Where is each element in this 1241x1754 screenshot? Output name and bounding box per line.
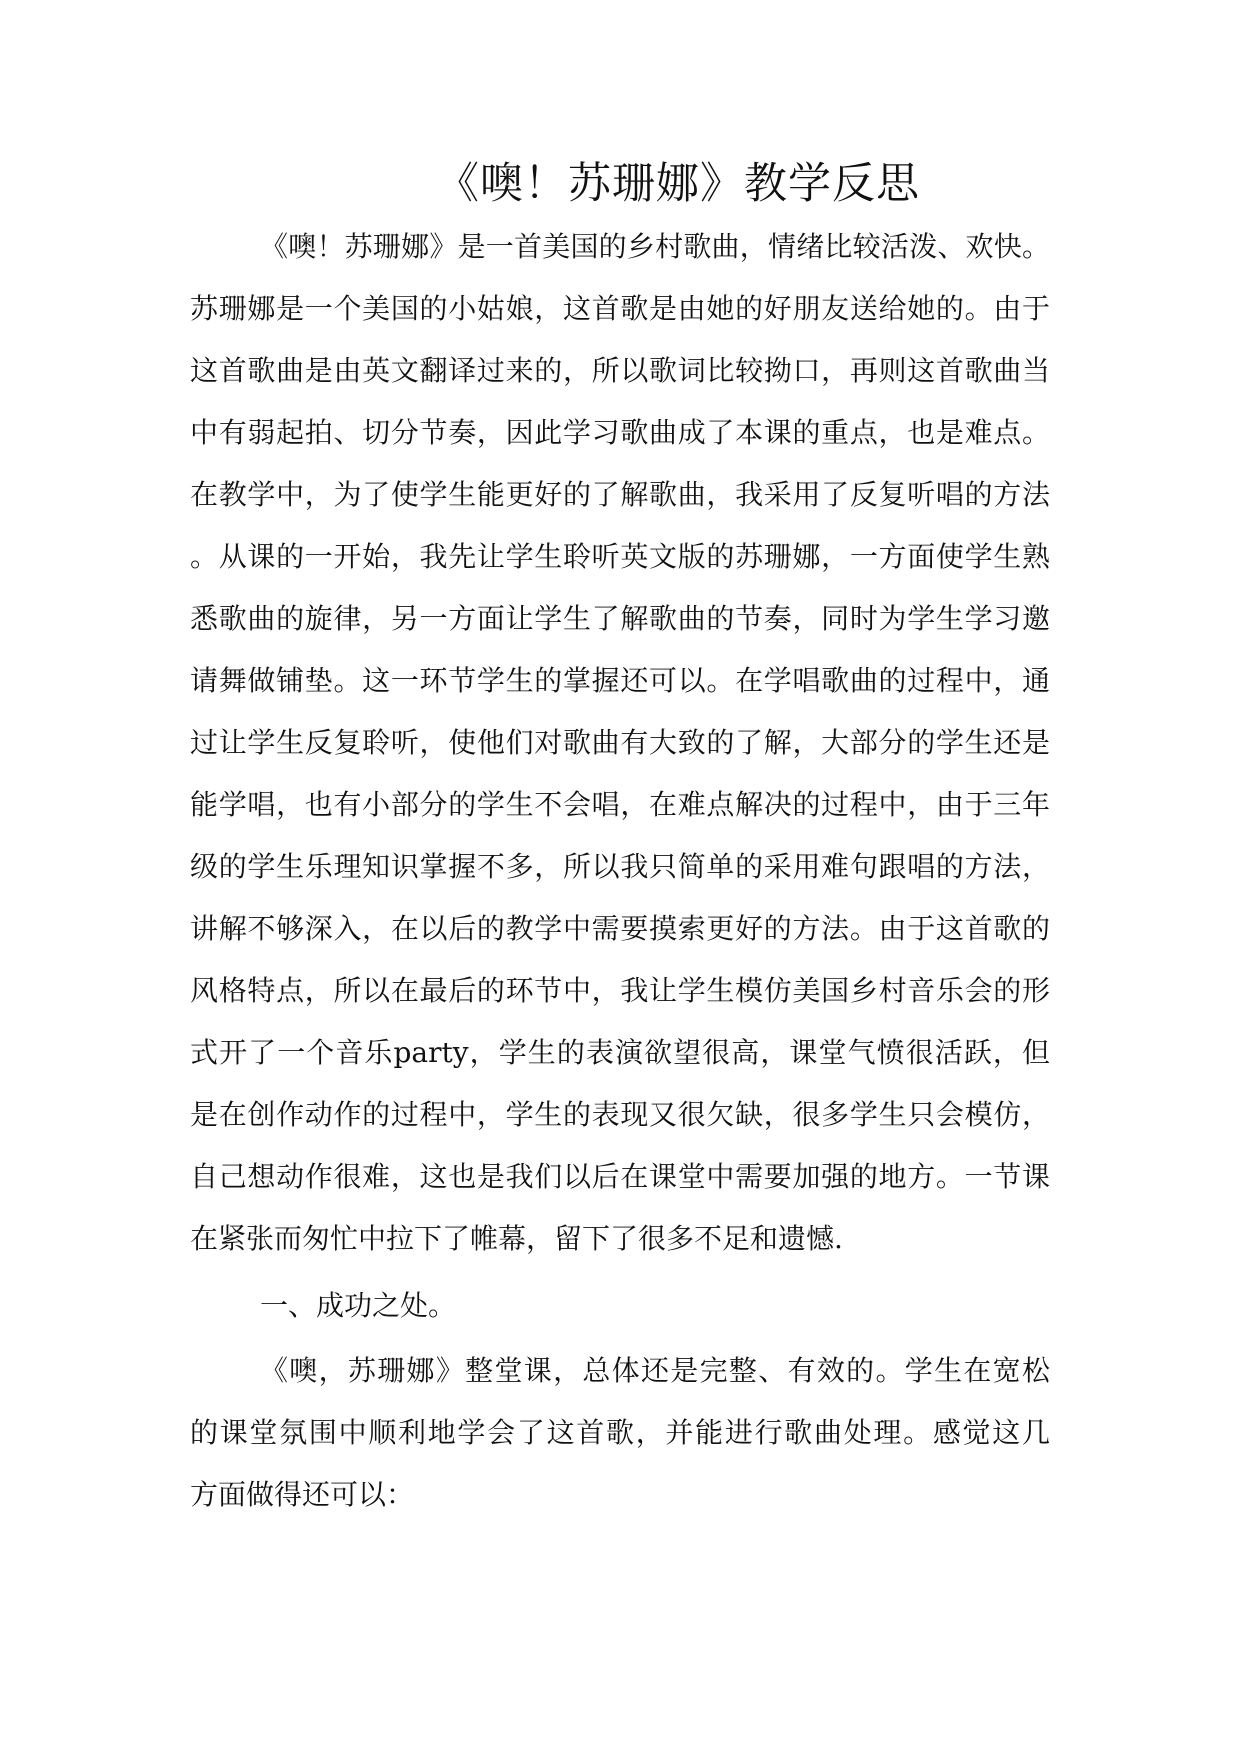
paragraph-line: 《噢，苏珊娜》整堂课，总体还是完整、有效的。学生在宽松 <box>260 1354 1050 1387</box>
paragraph-line: 苏珊娜是一个美国的小姑娘，这首歌是由她的好朋友送给她的。由于 <box>190 292 1050 325</box>
paragraph-line: 这首歌曲是由英文翻译过来的，所以歌词比较拗口，再则这首歌曲当 <box>190 354 1050 387</box>
paragraph-line: 自己想动作很难，这也是我们以后在课堂中需要加强的地方。一节课 <box>190 1160 1050 1193</box>
paragraph-line: 过让学生反复聆听，使他们对歌曲有大致的了解，大部分的学生还是 <box>190 726 1050 759</box>
paragraph-line: 讲解不够深入，在以后的教学中需要摸索更好的方法。由于这首歌的 <box>190 912 1050 945</box>
paragraph-line: 级的学生乐理知识掌握不多，所以我只简单的采用难句跟唱的方法， <box>190 850 1050 883</box>
paragraph-line: 能学唱，也有小部分的学生不会唱，在难点解决的过程中，由于三年 <box>190 788 1050 821</box>
paragraph-line: 式开了一个音乐party，学生的表演欲望很高，课堂气愤很活跃，但 <box>190 1036 1050 1069</box>
paragraph-line: 方面做得还可以： <box>190 1478 415 1511</box>
section-heading: 一、成功之处。 <box>260 1289 457 1322</box>
paragraph-line: 中有弱起拍、切分节奏，因此学习歌曲成了本课的重点，也是难点。 <box>190 416 1050 449</box>
paragraph-line: 《噢！苏珊娜》是一首美国的乡村歌曲，情绪比较活泼、欢快。 <box>260 230 1050 263</box>
paragraph-line: 在紧张而匆忙中拉下了帷幕，留下了很多不足和遗憾. <box>190 1222 843 1255</box>
paragraph-line: 是在创作动作的过程中，学生的表现又很欠缺，很多学生只会模仿， <box>190 1098 1050 1131</box>
paragraph-line: 在教学中，为了使学生能更好的了解歌曲，我采用了反复听唱的方法 <box>190 478 1050 511</box>
paragraph-line: 请舞做铺垫。这一环节学生的掌握还可以。在学唱歌曲的过程中，通 <box>190 664 1050 697</box>
paragraph-line: 风格特点，所以在最后的环节中，我让学生模仿美国乡村音乐会的形 <box>190 974 1050 1007</box>
document-title: 《噢！苏珊娜》教学反思 <box>436 159 920 209</box>
paragraph-line: 。从课的一开始，我先让学生聆听英文版的苏珊娜，一方面使学生熟 <box>190 540 1050 573</box>
paragraph-line: 悉歌曲的旋律，另一方面让学生了解歌曲的节奏，同时为学生学习邀 <box>190 602 1050 635</box>
paragraph-line: 的课堂氛围中顺利地学会了这首歌，并能进行歌曲处理。感觉这几 <box>190 1416 1050 1449</box>
